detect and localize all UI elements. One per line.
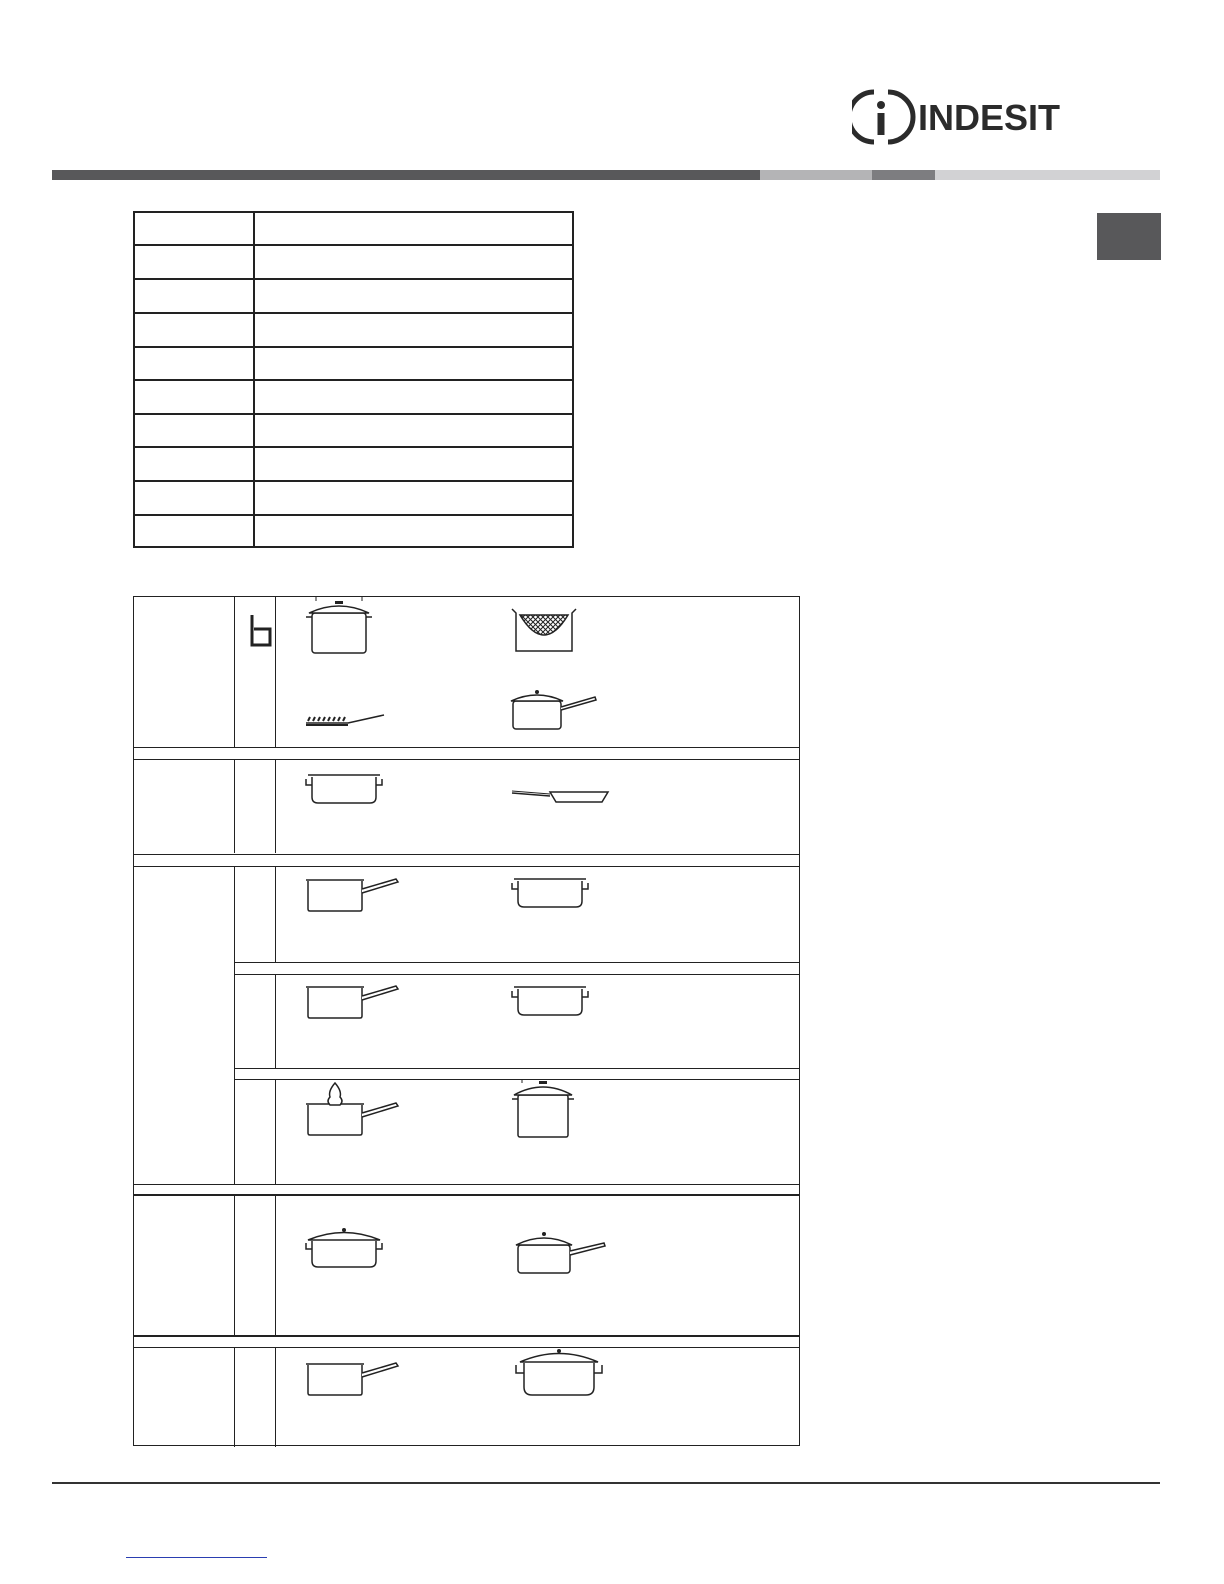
tall-stockpot-with-lid-icon — [508, 1077, 578, 1139]
table-column-divider — [234, 1347, 235, 1447]
table-row — [135, 278, 572, 280]
table-column-divider — [234, 597, 235, 747]
table-column-divider — [234, 1195, 235, 1335]
saucepan-with-lid-icon — [509, 689, 599, 731]
table-row-separator — [134, 866, 799, 867]
table-row-separator — [134, 1194, 799, 1196]
table-column-divider — [234, 759, 235, 853]
table-column-divider — [275, 975, 276, 1069]
table-row-separator — [134, 759, 799, 760]
indesit-logo — [852, 88, 1067, 146]
table-row — [135, 244, 572, 246]
casserole-with-lid-icon — [514, 1347, 606, 1399]
header-bar-segment — [760, 170, 872, 180]
footer-link-underline[interactable] — [126, 1557, 267, 1558]
cookware-table — [133, 596, 800, 1446]
table-column-divider — [275, 1195, 276, 1335]
frying-pan-icon — [510, 787, 610, 807]
saucepan-with-steam-icon — [304, 1081, 400, 1139]
saucepan-icon — [304, 982, 400, 1022]
table-column-divider — [275, 867, 276, 962]
table-row — [135, 312, 572, 314]
table-row-separator — [234, 1068, 799, 1069]
casserole-pot-icon — [510, 877, 592, 911]
table-row-separator — [134, 1335, 799, 1337]
display-symbol-b-icon — [250, 613, 272, 652]
table-row-separator — [134, 747, 799, 748]
grill-pan-icon — [304, 701, 388, 731]
table-row-separator — [134, 854, 799, 855]
header-bar-segment — [872, 170, 935, 180]
tall-stockpot-with-lid-icon — [304, 597, 374, 655]
saucepan-icon — [304, 875, 400, 915]
header-bar-segment — [52, 170, 760, 180]
table-column-divider — [275, 759, 276, 853]
table-row-separator — [234, 962, 799, 963]
casserole-pot-icon — [510, 985, 592, 1019]
casserole-with-lid-icon — [304, 1227, 386, 1271]
table-row — [135, 514, 572, 516]
settings-table — [133, 211, 574, 548]
indesit-logo-icon — [852, 88, 922, 146]
table-row-separator — [134, 1184, 799, 1185]
deep-fryer-basket-icon — [508, 607, 580, 655]
header-bar-segment — [935, 170, 1160, 180]
table-column-divider — [275, 1079, 276, 1184]
language-tab[interactable] — [1097, 213, 1161, 260]
table-row — [135, 413, 572, 415]
table-column-divider — [275, 597, 276, 747]
brand-name: INDESIT — [918, 97, 1061, 138]
casserole-pot-icon — [304, 773, 386, 807]
table-row — [135, 480, 572, 482]
table-row — [135, 379, 572, 381]
table-row-separator — [234, 974, 799, 975]
table-row-separator — [134, 1347, 799, 1348]
footer-divider — [52, 1482, 1160, 1484]
table-column-divider — [234, 867, 235, 1184]
saucepan-with-lid-icon — [514, 1231, 610, 1275]
table-column-divider — [275, 1347, 276, 1447]
table-row — [135, 446, 572, 448]
table-row — [135, 346, 572, 348]
saucepan-icon — [304, 1357, 400, 1397]
